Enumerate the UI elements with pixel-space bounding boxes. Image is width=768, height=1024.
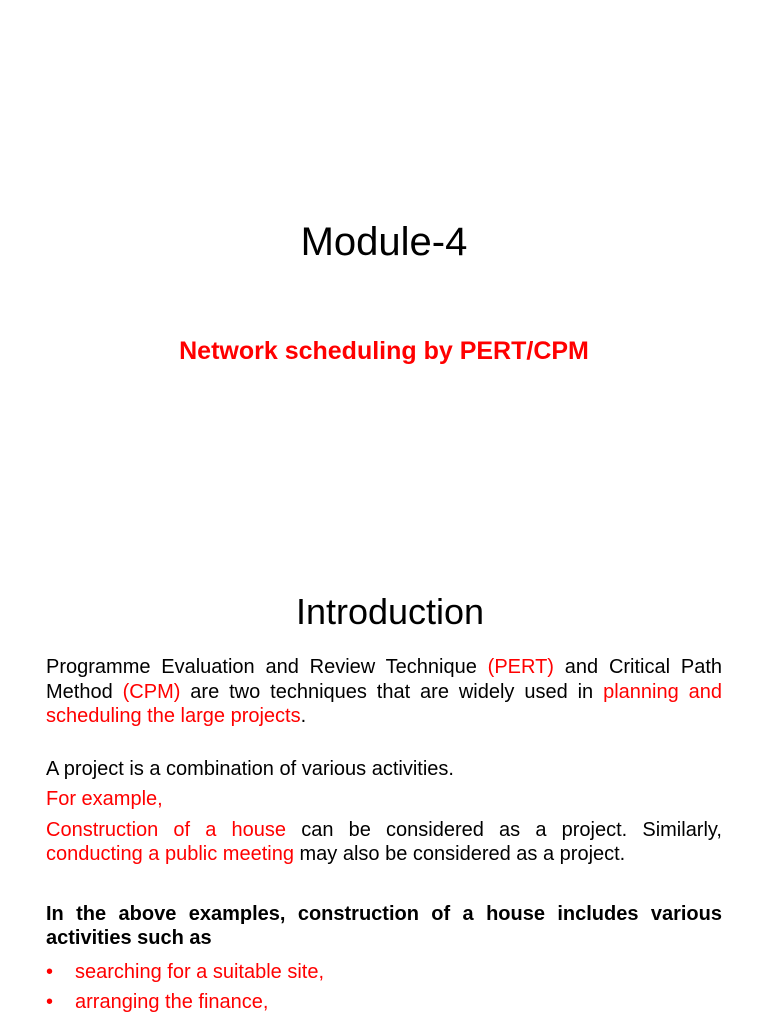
introduction-title: Introduction (295, 591, 485, 632)
for-example-label: For example, (46, 788, 163, 810)
bullet-icon: • (46, 990, 54, 1013)
para-text: are two techniques that are widely used in (180, 680, 604, 703)
module-title: Module-4 (300, 220, 468, 264)
examples-paragraph (46, 818, 722, 867)
list-item-text: searching for a suitable site, (75, 960, 325, 983)
pert-highlight: (PERT) (487, 656, 554, 678)
house-highlight: Construction of a house (46, 818, 287, 841)
meeting-highlight: conducting a public meeting (46, 843, 294, 865)
activities-intro: In the above examples, construction of a house includes various activities such as (46, 902, 722, 949)
para-text: . (300, 705, 307, 727)
pert-cpm-paragraph (46, 655, 722, 729)
project-definition: A project is a combination of various activities. (46, 757, 454, 780)
planning-highlight: planning and scheduling the large projects (46, 680, 722, 727)
introduction-body (46, 655, 722, 1017)
para-text: can be considered as a project. Similarly, (286, 818, 722, 841)
para-text: Programme Evaluation and Review Technique (46, 656, 488, 678)
para-text: may also be considered as a project. (293, 843, 626, 865)
cpm-highlight: (CPM) (122, 680, 181, 703)
list-item (46, 957, 722, 987)
list-item (46, 987, 722, 1017)
bullet-icon: • (46, 960, 54, 983)
activities-list (46, 957, 722, 1017)
para-text: and Critical Path Method (46, 656, 723, 703)
list-item-text: arranging the finance, (75, 990, 269, 1013)
module-subtitle: Network scheduling by PERT/CPM (179, 337, 589, 365)
